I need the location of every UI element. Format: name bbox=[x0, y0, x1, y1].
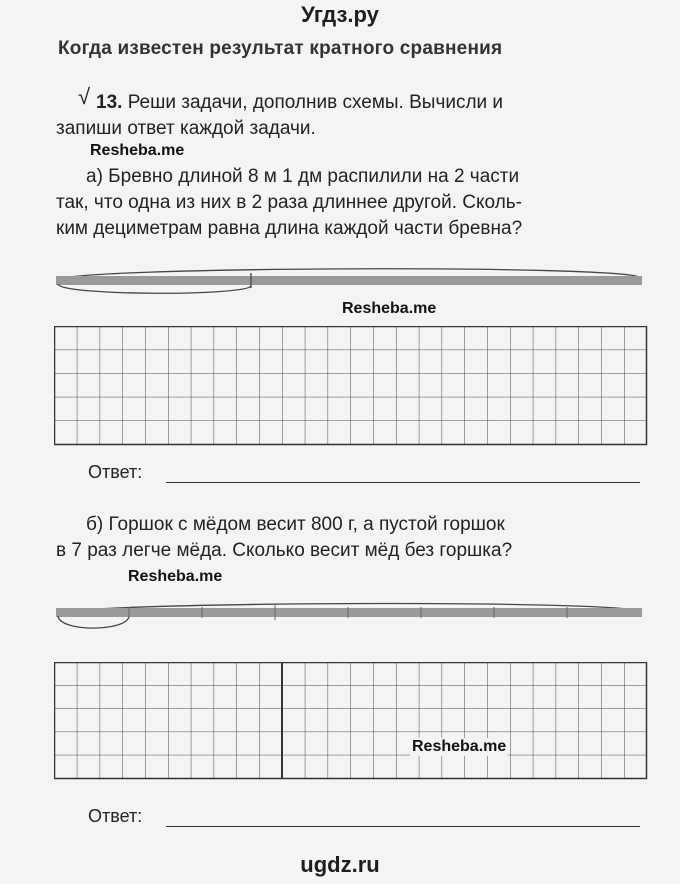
watermark: Resheba.me bbox=[128, 568, 223, 585]
problem-a-line2: так, что одна из них в 2 раза длиннее другой. Сколь- bbox=[56, 192, 523, 213]
answer-b-label: Ответ: bbox=[88, 806, 143, 826]
site-header[interactable]: Угдз.ру bbox=[301, 2, 379, 27]
check-mark-icon: √ bbox=[78, 84, 91, 109]
scheme-b bbox=[50, 596, 646, 636]
task-number: 13. bbox=[96, 92, 123, 113]
scheme-a-bottom-arc bbox=[58, 284, 251, 293]
scheme-b-bar bbox=[56, 608, 642, 617]
scheme-a bbox=[50, 262, 646, 298]
grid-b[interactable] bbox=[54, 662, 648, 780]
problem-b-line2: в 7 раз легче мёда. Сколько весит мёд без горшка? bbox=[56, 540, 513, 561]
watermark: Resheba.me bbox=[90, 142, 185, 159]
site-footer[interactable]: ugdz.ru bbox=[300, 852, 380, 877]
scheme-b-bottom-arc bbox=[58, 616, 129, 628]
watermark: Resheba.me bbox=[412, 738, 507, 755]
answer-a-input[interactable] bbox=[166, 482, 640, 483]
answer-a-label: Ответ: bbox=[88, 462, 143, 482]
problem-b-line1: б) Горшок с мёдом весит 800 г, а пустой горшок bbox=[86, 514, 505, 535]
problem-a-line3: ким дециметрам равна длина каждой части бревна? bbox=[56, 218, 523, 239]
watermark: Resheba.me bbox=[342, 300, 437, 317]
task-header bbox=[96, 90, 503, 116]
task-intro-line1: Реши задачи, дополнив схемы. Вычисли и bbox=[127, 92, 504, 113]
answer-b-input[interactable] bbox=[166, 826, 640, 827]
scheme-a-bar bbox=[56, 276, 642, 285]
section-title: Когда известен результат кратного сравнения bbox=[58, 38, 503, 59]
grid-a[interactable] bbox=[54, 326, 648, 446]
task-intro-line2: запиши ответ каждой задачи. bbox=[56, 118, 316, 139]
problem-a-line1: а) Бревно длиной 8 м 1 дм распилили на 2 части bbox=[86, 166, 520, 187]
